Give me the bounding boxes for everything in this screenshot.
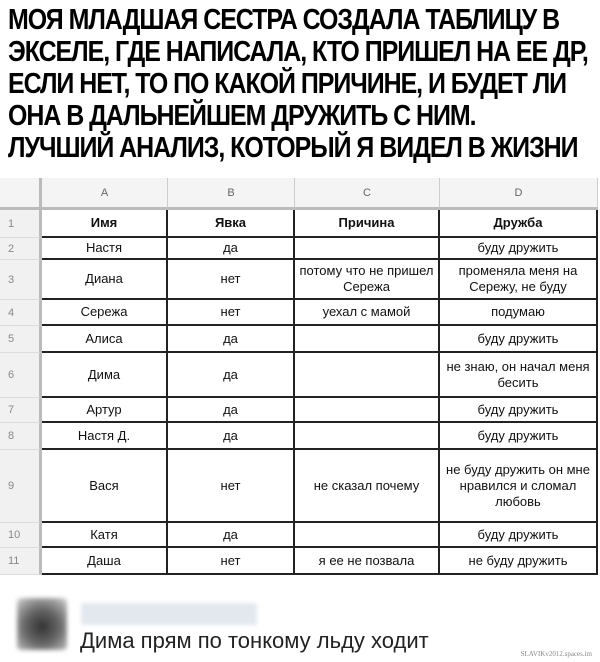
table-cell[interactable]: Настя Д. [42, 423, 168, 450]
row-number[interactable]: 2 [0, 238, 42, 260]
column-header-row [0, 178, 598, 210]
caption-line: ЕСЛИ НЕТ, ТО ПО КАКОЙ ПРИЧИНЕ, И БУДЕТ ЛИ [8, 68, 567, 100]
table-cell[interactable]: буду дружить [440, 238, 598, 260]
row-number[interactable]: 7 [0, 398, 42, 423]
table-cell[interactable]: потому что не пришел Сережа [295, 260, 440, 300]
table-row [0, 260, 598, 300]
table-cell[interactable]: да [168, 326, 295, 353]
table-row [0, 238, 598, 260]
table-cell[interactable]: Даша [42, 548, 168, 575]
table-row [0, 210, 598, 238]
header-cell[interactable]: Дружба [440, 210, 598, 238]
comment-text: Дима прям по тонкому льду ходит [80, 628, 429, 653]
table-cell[interactable]: не знаю, он начал меня бесить [440, 353, 598, 398]
table-cell[interactable]: Сережа [42, 300, 168, 326]
table-cell[interactable]: уехал с мамой [295, 300, 440, 326]
table-cell[interactable]: не буду дружить [440, 548, 598, 575]
row-number[interactable]: 11 [0, 548, 42, 575]
table-cell[interactable]: не буду дружить он мне нравился и сломал любовь [440, 450, 598, 523]
table-cell[interactable]: нет [168, 548, 295, 575]
table-cell[interactable]: да [168, 423, 295, 450]
table-cell[interactable]: не сказал почему [295, 450, 440, 523]
caption-line: МОЯ МЛАДШАЯ СЕСТРА СОЗДАЛА ТАБЛИЦУ В [8, 4, 560, 36]
table-row [0, 523, 598, 548]
header-cell[interactable]: Причина [295, 210, 440, 238]
meme-caption [8, 4, 598, 164]
table-cell[interactable]: нет [168, 260, 295, 300]
table-cell[interactable] [295, 423, 440, 450]
table-cell[interactable] [295, 326, 440, 353]
caption-line: ЛУЧШИЙ АНАЛИЗ, КОТОРЫЙ Я ВИДЕЛ В ЖИЗНИ [8, 132, 578, 164]
table-cell[interactable]: подумаю [440, 300, 598, 326]
column-header-b[interactable]: B [168, 178, 295, 210]
table-cell[interactable]: буду дружить [440, 423, 598, 450]
table-cell[interactable]: я ее не позвала [295, 548, 440, 575]
table-cell[interactable] [295, 523, 440, 548]
table-cell[interactable]: буду дружить [440, 398, 598, 423]
table-cell[interactable]: да [168, 238, 295, 260]
table-row [0, 353, 598, 398]
table-cell[interactable] [295, 398, 440, 423]
table-row [0, 398, 598, 423]
caption-line: ОНА В ДАЛЬНЕЙШЕМ ДРУЖИТЬ С НИМ. [8, 100, 476, 132]
table-cell[interactable]: нет [168, 450, 295, 523]
table-row [0, 326, 598, 353]
table-row [0, 548, 598, 575]
caption-line: ЭКСЕЛЕ, ГДЕ НАПИСАЛА, КТО ПРИШЕЛ НА ЕЕ ДР, [8, 36, 588, 68]
column-header-c[interactable]: C [295, 178, 440, 210]
watermark: SLAVIKv2012.spaces.im [520, 650, 592, 658]
column-header-d[interactable]: D [440, 178, 598, 210]
header-cell[interactable]: Явка [168, 210, 295, 238]
avatar[interactable] [17, 598, 67, 650]
table-cell[interactable]: Вася [42, 450, 168, 523]
row-number[interactable]: 6 [0, 353, 42, 398]
table-cell[interactable] [295, 238, 440, 260]
blurred-username [81, 603, 257, 625]
table-cell[interactable]: буду дружить [440, 326, 598, 353]
spreadsheet [0, 178, 598, 575]
table-cell[interactable]: да [168, 398, 295, 423]
row-number[interactable]: 5 [0, 326, 42, 353]
row-number[interactable]: 8 [0, 423, 42, 450]
row-number[interactable]: 10 [0, 523, 42, 548]
table-cell[interactable]: Дима [42, 353, 168, 398]
table-cell[interactable]: да [168, 353, 295, 398]
table-cell[interactable]: Алиса [42, 326, 168, 353]
row-number[interactable]: 1 [0, 210, 42, 238]
row-number[interactable]: 3 [0, 260, 42, 300]
table-cell[interactable]: нет [168, 300, 295, 326]
header-cell[interactable]: Имя [42, 210, 168, 238]
column-header-a[interactable]: A [42, 178, 168, 210]
table-row [0, 450, 598, 523]
table-row [0, 423, 598, 450]
table-row [0, 300, 598, 326]
table-cell[interactable]: Артур [42, 398, 168, 423]
table-cell[interactable]: да [168, 523, 295, 548]
select-all-corner[interactable] [0, 178, 42, 210]
row-number[interactable]: 9 [0, 450, 42, 523]
row-number[interactable]: 4 [0, 300, 42, 326]
table-cell[interactable]: Настя [42, 238, 168, 260]
table-cell[interactable] [295, 353, 440, 398]
table-cell[interactable]: Катя [42, 523, 168, 548]
table-cell[interactable]: Диана [42, 260, 168, 300]
table-cell[interactable]: буду дружить [440, 523, 598, 548]
table-cell[interactable]: променяла меня на Сережу, не буду [440, 260, 598, 300]
